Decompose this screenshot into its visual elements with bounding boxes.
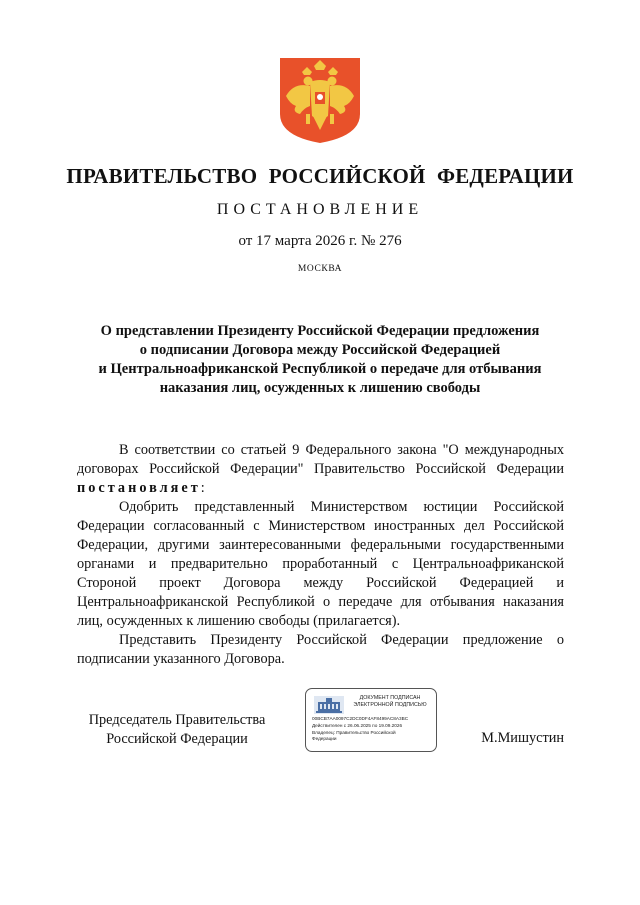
document-city: МОСКВА (297, 264, 343, 274)
decree-word: постановляет (77, 480, 201, 496)
body-paragraph-submit: Представить Президенту Российской Федерации предложение о подписании указанного Договора. (77, 632, 564, 667)
stamp-validity: Действителен с 26.06.2025 по 19.09.2026 (312, 723, 403, 728)
heading-line: о подписании Договора между Российской Федерацией (139, 342, 501, 358)
body-paragraph-preamble (77, 441, 564, 498)
electronic-signature-stamp (305, 688, 437, 752)
government-building-icon (314, 696, 344, 714)
document-date-number: от 17 марта 2026 г. № 276 (238, 233, 402, 249)
body-paragraph-approve: Одобрить представленный Министерством юстиции Российской Федерации согласованный с Министерством иностранных дел Российской Федерации, другими заинтересованными федеральными государственными органами и предварительно проработанный с Центральноафриканской Стороной проект Договора между Российской Федерацией и Центральноафриканской Республикой о передаче для отбывания наказания лиц, осужденных к лишению свободы (прилагается). (77, 499, 564, 629)
stamp-certificate: 00BCB7AA0097C2DC0DF4AF8499AC8A3BC (312, 716, 409, 721)
document-heading (70, 322, 570, 398)
heading-line: О представлении Президенту Российской Федерации предложения (100, 323, 540, 339)
stamp-owner: Федерации (312, 736, 337, 741)
heading-line: наказания лиц, осужденных к лишению свободы (159, 380, 481, 396)
signatory-position-line: Председатель Правительства (88, 712, 266, 728)
signatory-position-line: Российской Федерации (106, 731, 248, 747)
stamp-title-line: ЭЛЕКТРОННОЙ ПОДПИСЬЮ (353, 701, 427, 708)
signatory-name: М.Мишустин (481, 730, 564, 746)
stamp-owner: Владелец: Правительство Российской (312, 730, 396, 735)
signatory-position (77, 711, 277, 749)
coat-of-arms-emblem (276, 56, 364, 144)
government-title: ПРАВИТЕЛЬСТВО РОССИЙСКОЙ ФЕДЕРАЦИИ (66, 164, 574, 188)
document-body (77, 441, 564, 669)
document-type: ПОСТАНОВЛЕНИЕ (216, 201, 424, 218)
stamp-title (346, 695, 434, 708)
preamble-colon: : (200, 480, 205, 496)
stamp-title-line: ДОКУМЕНТ ПОДПИСАН (359, 695, 421, 701)
preamble-text: В соответствии со статьей 9 Федерального закона "О международных договорах Российской Федерации" Правительство Российской Федерации (77, 442, 564, 477)
heading-line: и Центральноафриканской Республикой о передаче для отбывания (98, 361, 542, 377)
